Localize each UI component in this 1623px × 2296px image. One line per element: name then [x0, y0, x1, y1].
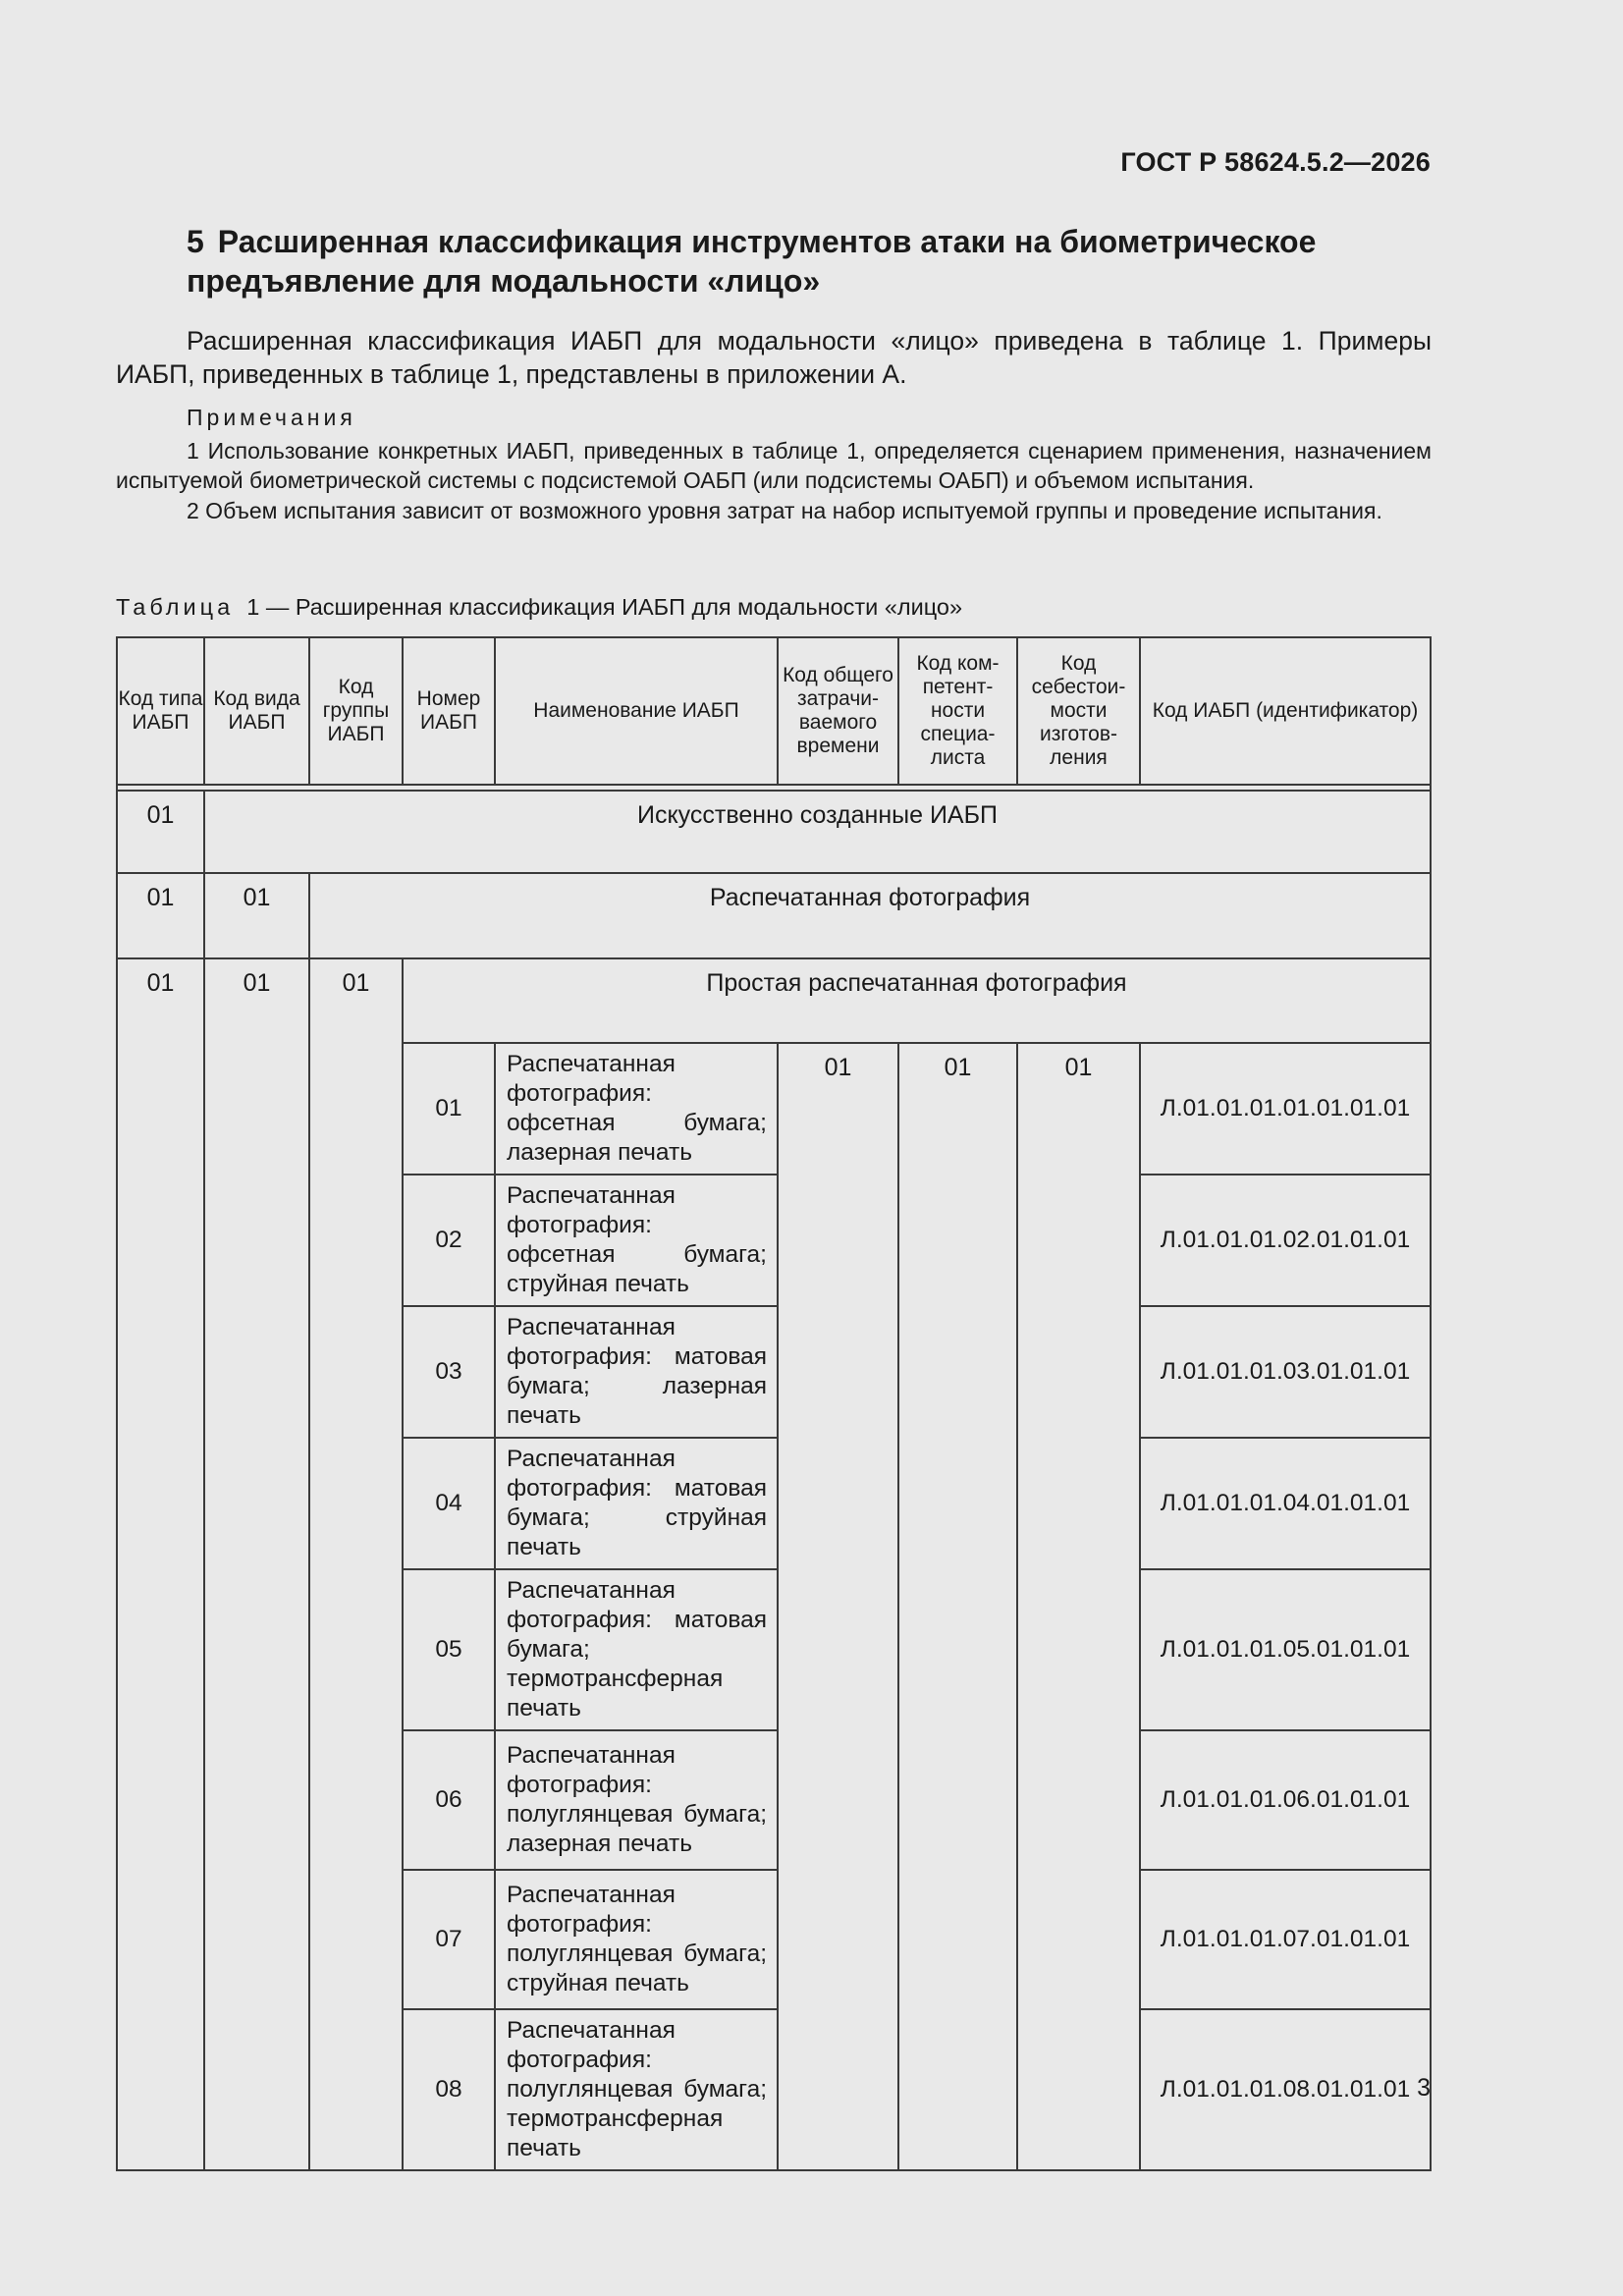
group-row-label: Простая распечатанная фотография: [403, 958, 1431, 1043]
notes-heading: Примечания: [187, 405, 356, 430]
type-row-label: Искусственно созданные ИАБП: [204, 791, 1431, 873]
row-name: Распечатанная фотография: полуглянцевая бумага; струйная печать: [495, 1870, 778, 2009]
document-code: ГОСТ Р 58624.5.2—2026: [1120, 147, 1431, 177]
page-number: 3: [1417, 2074, 1431, 2102]
note-2: [116, 496, 1432, 525]
row-identifier: Л.01.01.01.03.01.01.01: [1140, 1306, 1431, 1438]
row-name: Распечатанная фотография: матовая бумага; струйная печать: [495, 1438, 778, 1569]
row-number: 05: [403, 1569, 495, 1730]
section-title: [187, 222, 1434, 301]
header-name: Наименование ИАБП: [495, 637, 778, 785]
note-1-text: 1 Использование конкретных ИАБП, приведенных в таблице 1, определяется сценарием применения, назначением испытуемой биометрической системы с подсистемой ОАБП (или подсистемы ОАБП) и объемом испытания.: [116, 438, 1432, 493]
time-code: 01: [778, 1043, 898, 2170]
group-row: [117, 958, 1431, 1043]
row-name: Распечатанная фотография: матовая бумага; термотрансферная печать: [495, 1569, 778, 1730]
table-caption: [116, 594, 962, 621]
table-caption-prefix: Таблица: [116, 594, 235, 620]
group-row-kind: 01: [204, 958, 309, 2170]
cost-code: 01: [1017, 1043, 1140, 2170]
row-name: Распечатанная фотография: офсетная бумага; лазерная печать: [495, 1043, 778, 1175]
row-number: 06: [403, 1730, 495, 1870]
note-2-text: 2 Объем испытания зависит от возможного уровня затрат на набор испытуемой группы и проведение испытания.: [187, 498, 1382, 523]
row-identifier: Л.01.01.01.07.01.01.01: [1140, 1870, 1431, 2009]
intro-text: Расширенная классификация ИАБП для модальности «лицо» приведена в таблице 1. Примеры ИАБП, приведенных в таблице 1, представлены в приложении А.: [116, 326, 1432, 389]
group-row-type: 01: [117, 958, 204, 2170]
header-competence-code: Код ком-петент-ности специа-листа: [898, 637, 1017, 785]
row-number: 02: [403, 1175, 495, 1306]
row-number: 08: [403, 2009, 495, 2170]
row-number: 07: [403, 1870, 495, 2009]
row-number: 01: [403, 1043, 495, 1175]
note-1: [116, 436, 1432, 495]
row-number: 04: [403, 1438, 495, 1569]
type-row-code: 01: [117, 791, 204, 873]
section-number: 5: [187, 224, 204, 259]
intro-paragraph: [116, 324, 1432, 391]
row-name: Распечатанная фотография: офсетная бумага; струйная печать: [495, 1175, 778, 1306]
kind-row-kind: 01: [204, 873, 309, 958]
kind-row-label: Распечатанная фотография: [309, 873, 1431, 958]
header-number: Номер ИАБП: [403, 637, 495, 785]
row-name: Распечатанная фотография: полуглянцевая бумага; лазерная печать: [495, 1730, 778, 1870]
type-row: [117, 791, 1431, 873]
header-identifier: Код ИАБП (идентификатор): [1140, 637, 1431, 785]
row-name: Распечатанная фотография: полуглянцевая бумага; термотрансферная печать: [495, 2009, 778, 2170]
table-caption-text: 1 — Расширенная классификация ИАБП для модальности «лицо»: [246, 594, 963, 620]
header-type-code: Код типа ИАБП: [117, 637, 204, 785]
header-group-code: Код группы ИАБП: [309, 637, 403, 785]
competence-code: 01: [898, 1043, 1017, 2170]
section-title-text: Расширенная классификация инструментов атаки на биометрическое предъявление для модальности «лицо»: [187, 224, 1317, 299]
header-cost-code: Код себестои-мости изготов-ления: [1017, 637, 1140, 785]
kind-row: [117, 873, 1431, 958]
group-row-group: 01: [309, 958, 403, 2170]
row-name: Распечатанная фотография: матовая бумага; лазерная печать: [495, 1306, 778, 1438]
row-number: 03: [403, 1306, 495, 1438]
row-identifier: Л.01.01.01.06.01.01.01: [1140, 1730, 1431, 1870]
table-header-row: [117, 637, 1431, 785]
row-identifier: Л.01.01.01.04.01.01.01: [1140, 1438, 1431, 1569]
classification-table: [116, 636, 1432, 2171]
header-time-code: Код общего затрачи-ваемого времени: [778, 637, 898, 785]
row-identifier: Л.01.01.01.02.01.01.01: [1140, 1175, 1431, 1306]
row-identifier: Л.01.01.01.01.01.01.01: [1140, 1043, 1431, 1175]
header-kind-code: Код вида ИАБП: [204, 637, 309, 785]
row-identifier: Л.01.01.01.08.01.01.01: [1140, 2009, 1431, 2170]
kind-row-type: 01: [117, 873, 204, 958]
row-identifier: Л.01.01.01.05.01.01.01: [1140, 1569, 1431, 1730]
